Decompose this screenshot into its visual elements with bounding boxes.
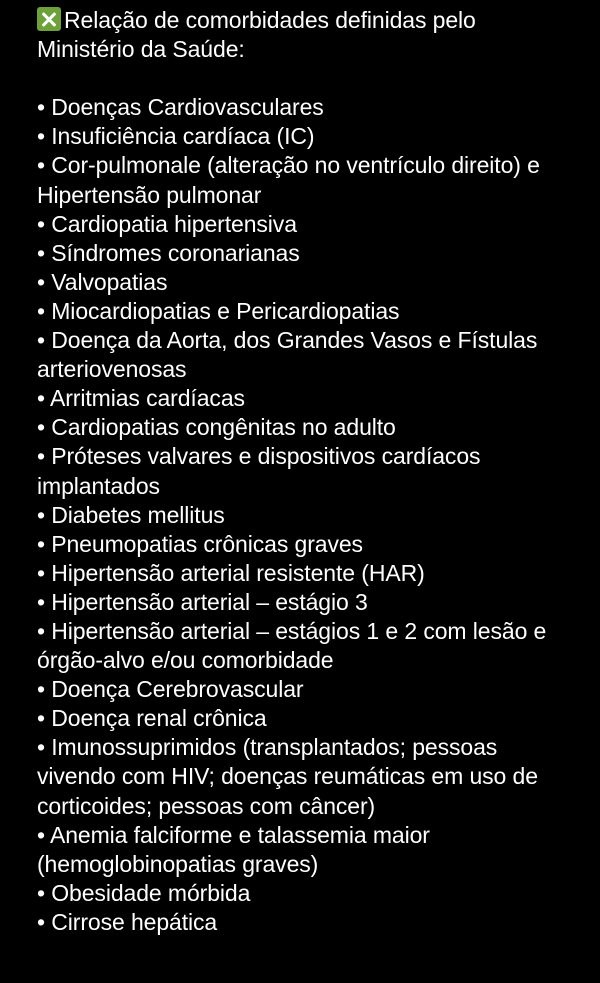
list-item	[37, 442, 567, 500]
bullet: •	[37, 908, 45, 935]
bullet: •	[37, 588, 45, 615]
list-item-text: Arritmias cardíacas	[49, 385, 245, 412]
list-item	[37, 821, 567, 879]
list-item-text: Diabetes mellitus	[51, 501, 225, 528]
bullet: •	[37, 676, 45, 703]
bullet: •	[37, 327, 45, 354]
message-title-line	[37, 6, 567, 64]
list-item	[37, 559, 567, 588]
bullet: •	[37, 94, 45, 121]
bullet: •	[37, 123, 45, 150]
bullet: •	[37, 734, 45, 761]
list-item-text: Hipertensão arterial resistente (HAR)	[51, 559, 425, 586]
list-item-text: Hipertensão arterial – estágio 3	[51, 588, 368, 615]
bullet: •	[37, 152, 45, 179]
list-item	[37, 210, 567, 239]
blank-line	[37, 64, 567, 93]
list-item-text: Síndromes coronarianas	[51, 239, 300, 266]
list-item-text: Doenças Cardiovasculares	[51, 94, 324, 121]
list-item	[37, 326, 567, 384]
list-item-text: Pneumopatias crônicas graves	[51, 530, 363, 557]
list-item-text: Cardiopatias congênitas no adulto	[51, 414, 396, 441]
list-item-text: Imunossuprimidos (transplantados; pessoas vivendo com HIV; doenças reumáticas em uso de corticoides; pessoas com câncer)	[37, 734, 538, 819]
list-item	[37, 617, 567, 675]
list-item	[37, 675, 567, 704]
list-item	[37, 239, 567, 268]
bullet: •	[37, 414, 45, 441]
list-item	[37, 122, 567, 151]
bullet: •	[37, 821, 45, 848]
list-item	[37, 908, 567, 937]
bullet: •	[37, 501, 45, 528]
list-item-text: Obesidade mórbida	[51, 879, 251, 906]
list-item-text: Cardiopatia hipertensiva	[51, 210, 297, 237]
list-item	[37, 151, 567, 209]
bullet: •	[37, 239, 45, 266]
list-item	[37, 93, 567, 122]
bullet: •	[37, 879, 45, 906]
list-item-text: Hipertensão arterial – estágios 1 e 2 com lesão e órgão-alvo e/ou comorbidade	[37, 617, 547, 674]
message-text	[37, 6, 567, 937]
message-title: Relação de comorbidades definidas pelo Ministério da Saúde:	[37, 7, 476, 63]
list-item	[37, 733, 567, 820]
comorbidity-list	[37, 93, 567, 937]
list-item	[37, 588, 567, 617]
list-item-text: Miocardiopatias e Pericardiopatias	[51, 297, 400, 324]
list-item-text: Anemia falciforme e talassemia maior (hemoglobinopatias graves)	[37, 821, 430, 877]
bullet: •	[37, 297, 45, 324]
bullet: •	[37, 210, 45, 237]
list-item	[37, 297, 567, 326]
list-item-text: Cirrose hepática	[51, 908, 218, 935]
bullet: •	[37, 268, 45, 295]
list-item-text: Valvopatias	[51, 268, 168, 295]
bullet: •	[37, 443, 45, 470]
list-item-text: Doença Cerebrovascular	[51, 676, 304, 703]
list-item	[37, 879, 567, 908]
list-item-text: Cor-pulmonale (alteração no ventrículo direito) e Hipertensão pulmonar	[37, 152, 540, 208]
bullet: •	[37, 559, 45, 586]
list-item	[37, 530, 567, 559]
list-item-text: Próteses valvares e dispositivos cardíacos implantados	[37, 443, 481, 499]
list-item	[37, 501, 567, 530]
list-item	[37, 704, 567, 733]
list-item	[37, 413, 567, 442]
list-item-text: Insuficiência cardíaca (IC)	[51, 123, 315, 150]
list-item	[37, 268, 567, 297]
bullet: •	[37, 530, 45, 557]
list-item	[37, 384, 567, 413]
bullet: •	[37, 705, 45, 732]
list-item-text: Doença da Aorta, dos Grandes Vasos e Fístulas arteriovenosas	[37, 327, 538, 383]
list-item-text: Doença renal crônica	[51, 705, 267, 732]
bullet: •	[37, 617, 45, 644]
bullet: •	[37, 385, 45, 412]
cross-mark-icon	[37, 7, 61, 31]
